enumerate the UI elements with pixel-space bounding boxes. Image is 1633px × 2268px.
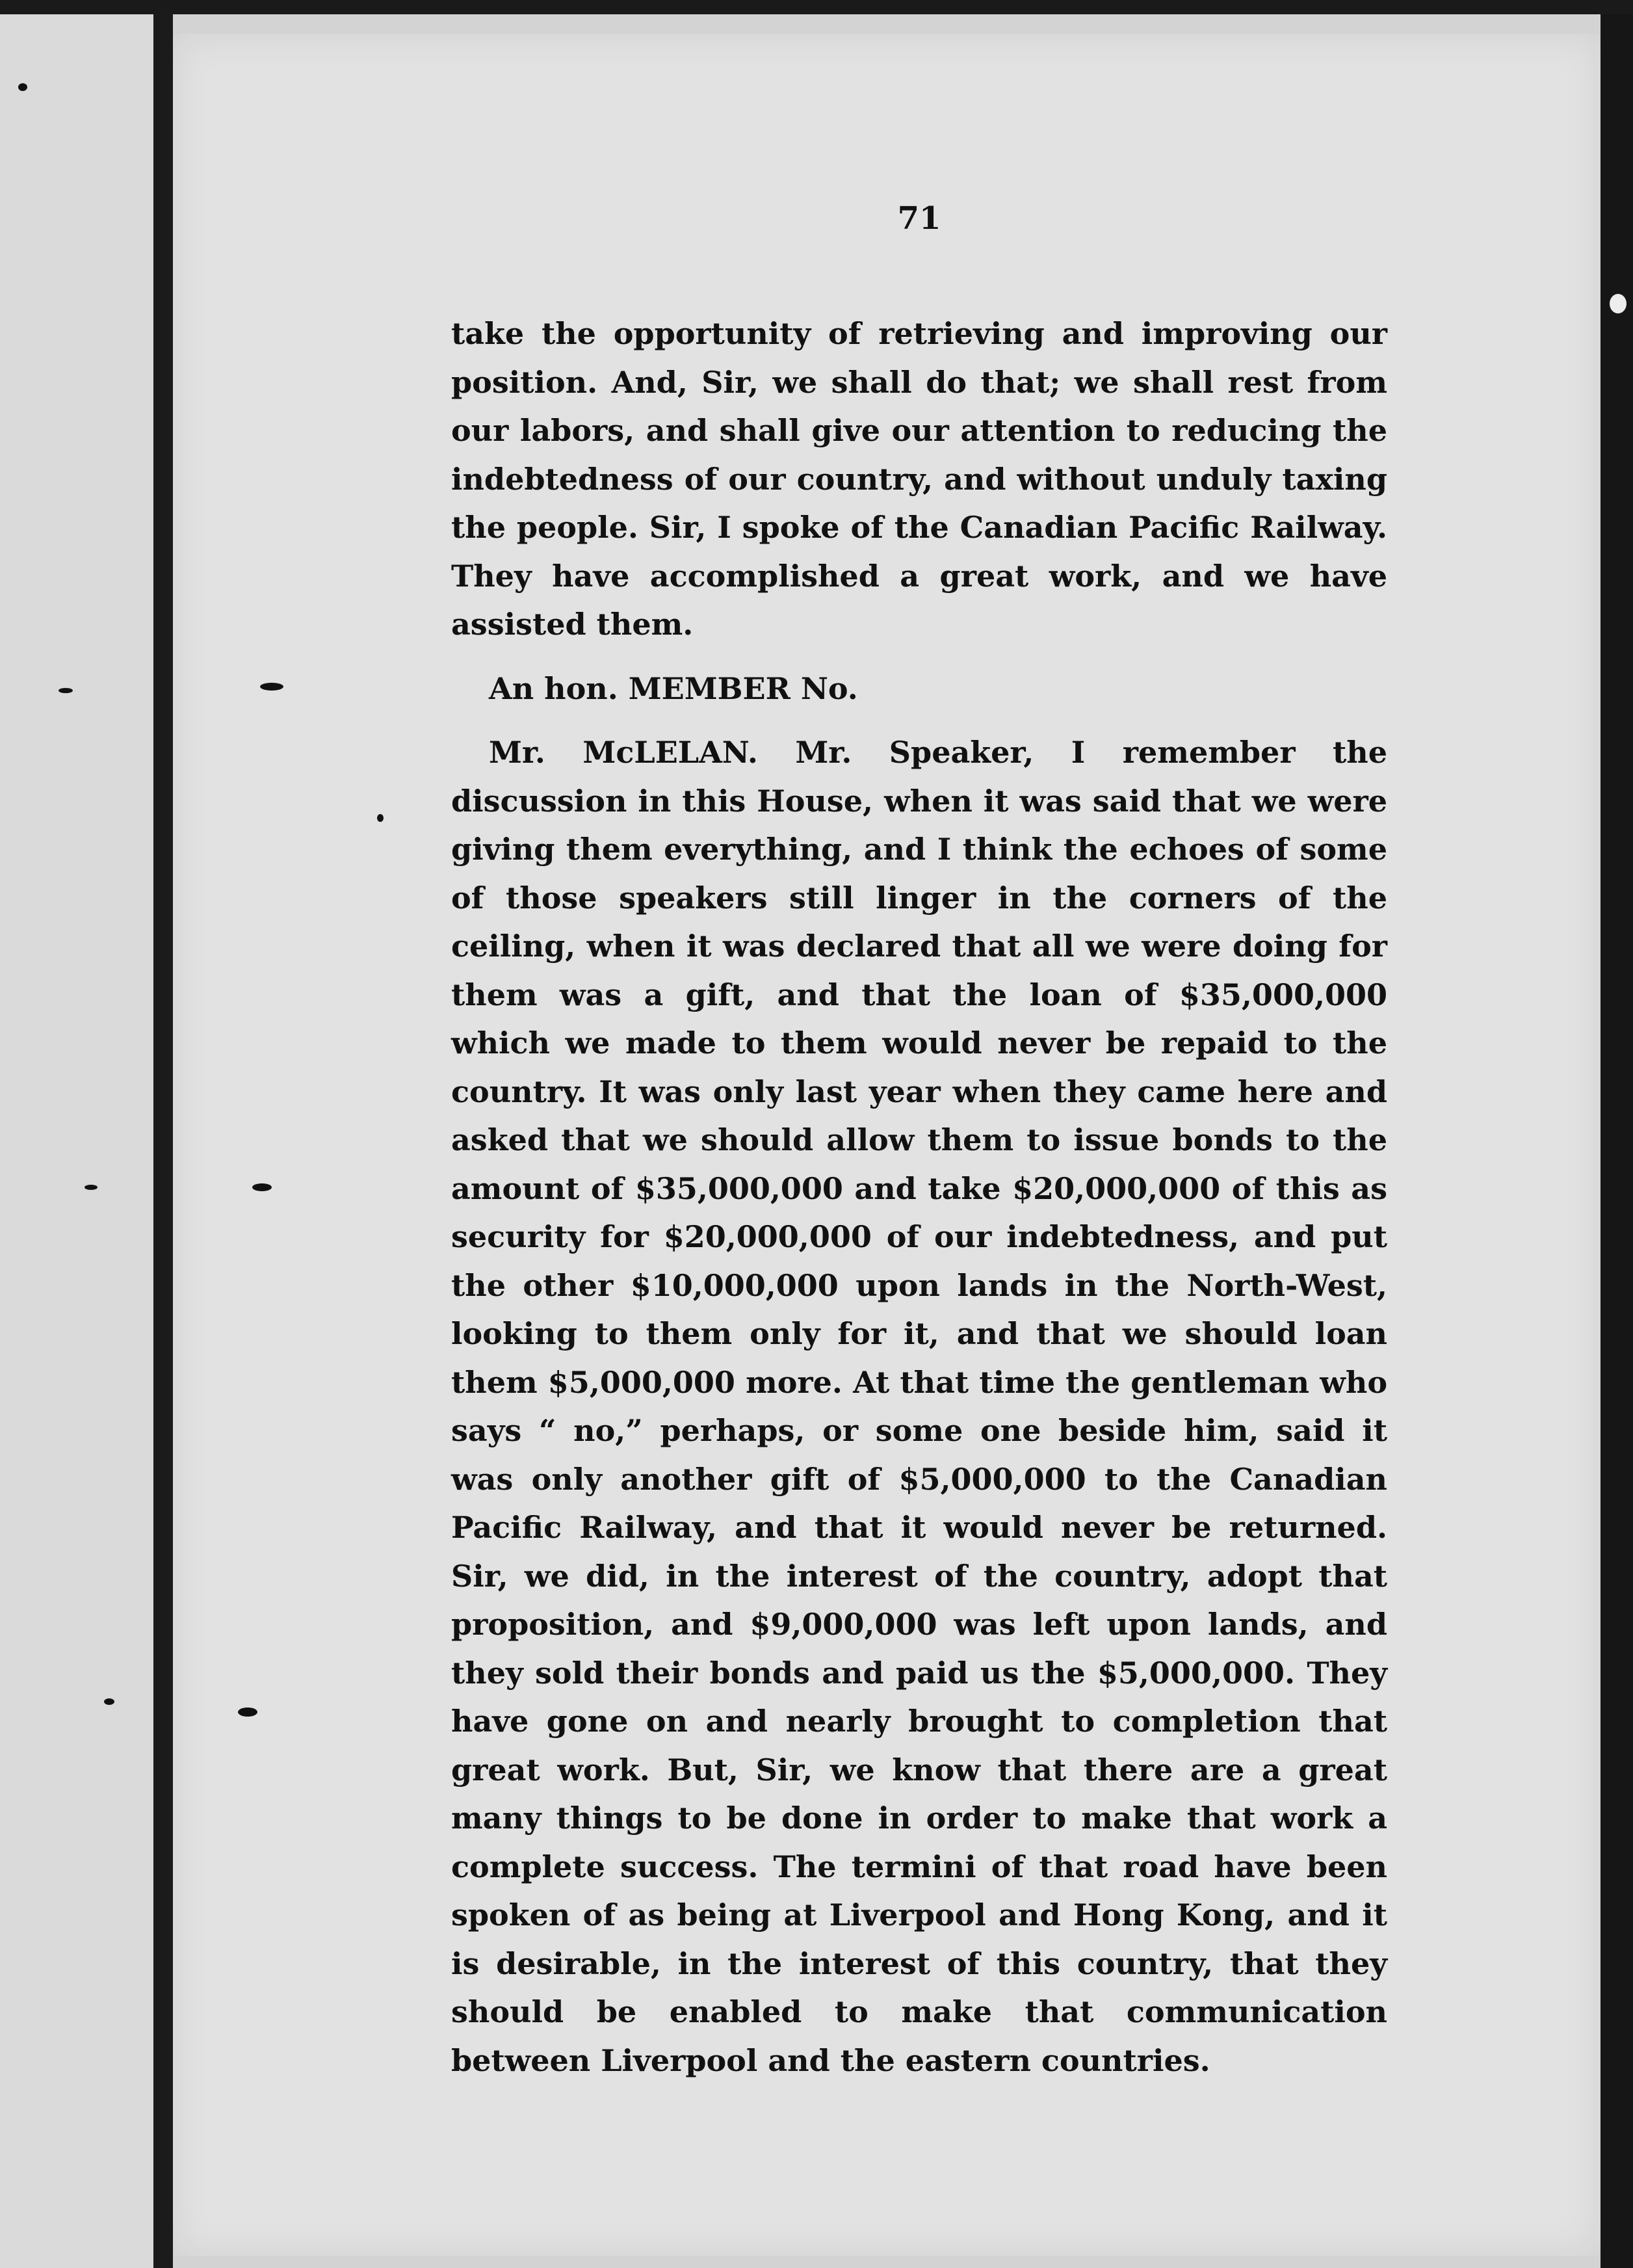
- page-text: [451, 192, 1387, 2085]
- scan-speck: [252, 1183, 272, 1191]
- scan-speck: [238, 1708, 257, 1717]
- top-border: [0, 0, 1633, 14]
- scan-speck: [18, 83, 27, 91]
- page-number: 71: [897, 200, 941, 237]
- paragraph-speech: Mr. McLELAN. Mr. Speaker, I remember the discussion in this House, when it was said that we were giving them everything, and I think the echoes of some of those speakers still linger in the corners of the ceiling, when it was declared that all we were doing for them was a gift, and that the loan of $35,000,000 which we made to them would never be repaid to the country. It was only last year when they came here and asked that we should allow them to issue bonds to the amount of $35,000,000 and take $20,000,000 of this as security for $20,000,000 of our indebtedness, and put the other $10,000,000 upon lands in the North-West, looking to them only for it, and that we should loan them $5,000,000 more. At that time the gentleman who says “ no,” perhaps, or some one beside him, said it was only another gift of $5,000,000 to the Canadian Pacific Railway, and that it would never be returned. Sir, we did, in the interest of the country, adopt that proposition, and $9,000,000 was left upon lands, and they sold their bonds and paid us the $5,000,000. They have gone on and nearly brought to completion that great work. But, Sir, we know that there are a great many things to be done in order to make that work a complete success. The termini of that road have been spoken of as being at Liverpool and Hong Kong, and it is desirable, in the interest of this country, that they should be enabled to make that communication between Liverpool and the eastern countries.: [451, 735, 1387, 2078]
- paragraph-interjection: An hon. MEMBER No.: [489, 670, 858, 706]
- adjacent-page-strip: [0, 14, 153, 2268]
- paragraph-continuation: take the opportunity of retrieving and improving our position. And, Sir, we shall do that; we shall rest from our labors, and shall give our attention to reducing the indebtedness of our country, and without unduly taxing the people. Sir, I spoke of the Canadian Pacific Railway. They have accomplished a great work, and we have assisted them.: [451, 316, 1387, 642]
- scan-speck: [1610, 294, 1626, 313]
- scan-speck: [104, 1698, 114, 1705]
- binding-shadow: [153, 14, 173, 2268]
- scan-speck: [59, 688, 73, 693]
- right-border: [1600, 14, 1633, 2268]
- scan-speck: [85, 1185, 98, 1190]
- scan-speck: [377, 814, 384, 822]
- scan-speck: [260, 683, 283, 691]
